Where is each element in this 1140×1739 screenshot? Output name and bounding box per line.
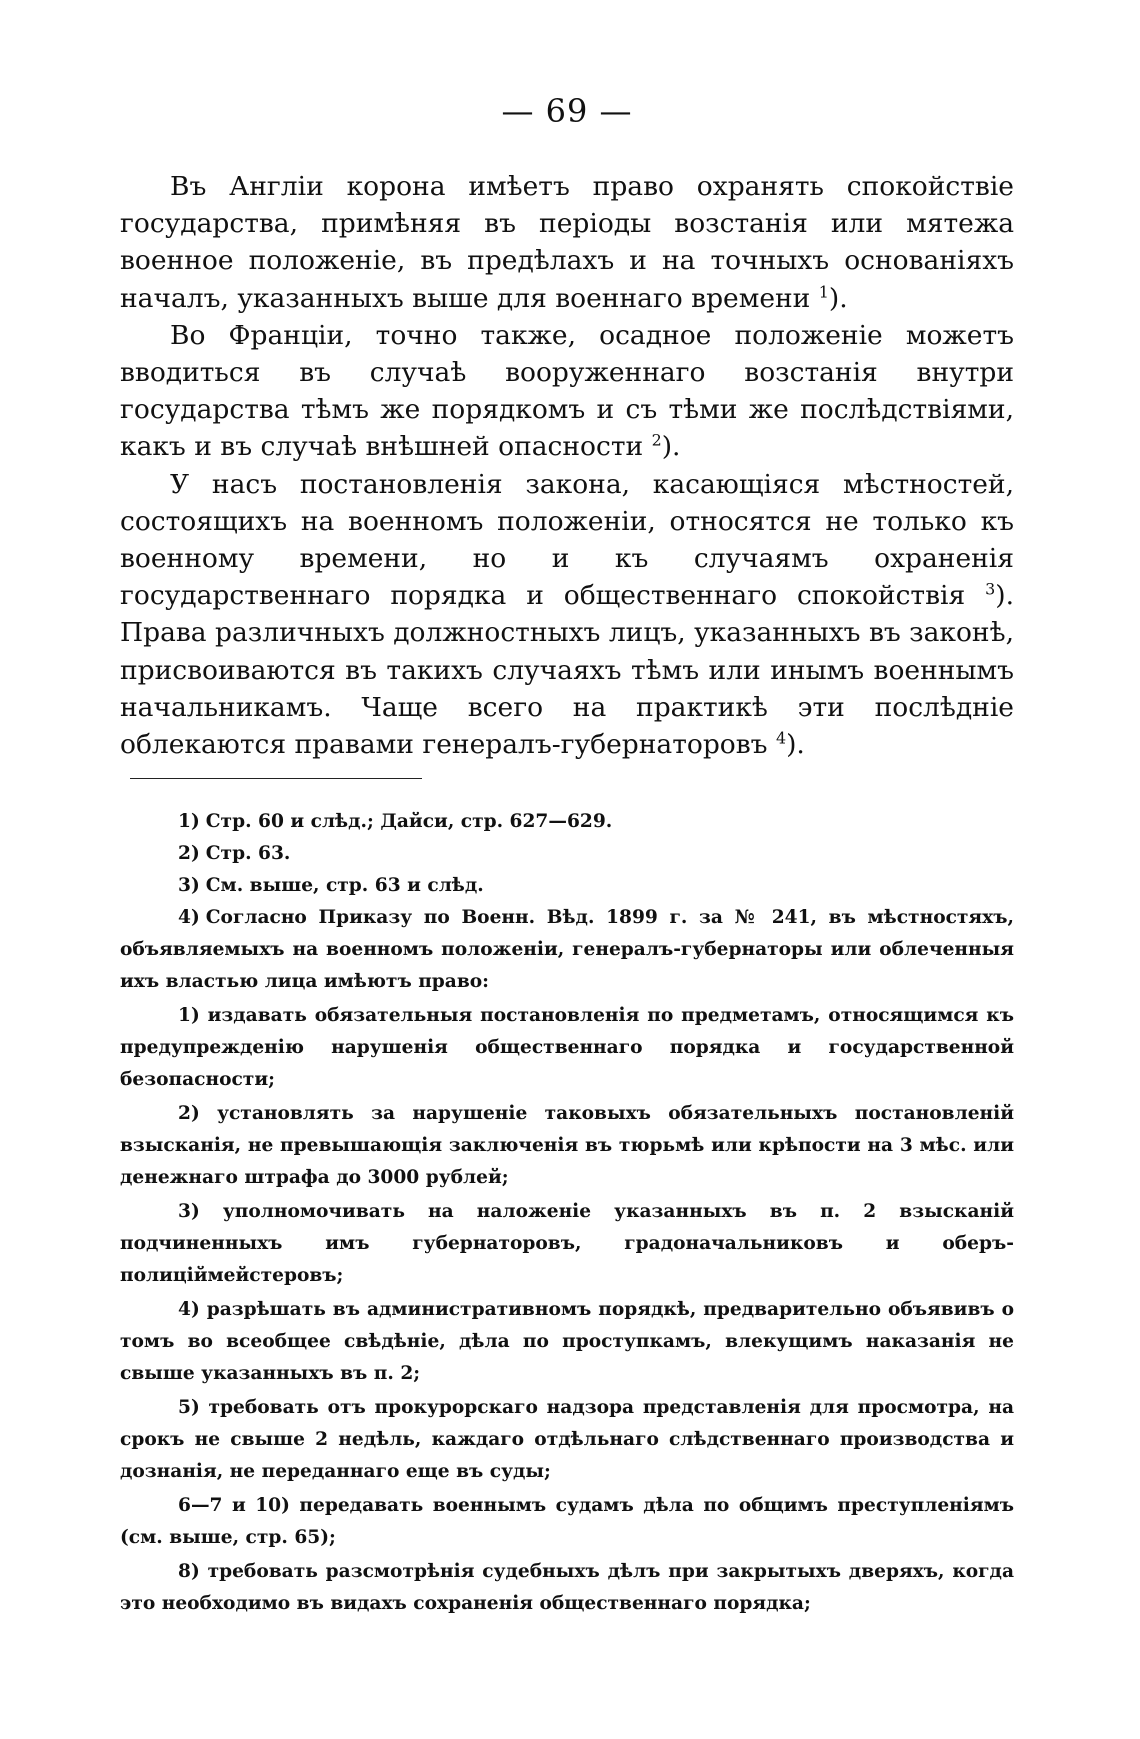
footnote-item: 8) требовать разсмотрѣнія судебныхъ дѣлъ при закрытыхъ дверяхъ, когда это необходимо въ видахъ сохраненія общественнаго порядка;	[120, 1561, 1014, 1614]
footnote-text: Стр. 63.	[205, 843, 291, 864]
footnote-ref: 4	[775, 728, 787, 748]
paragraph-france	[120, 317, 1014, 466]
footnote-text: Согласно Приказу по Военн. Вѣд. 1899 г. за № 241, въ мѣстностяхъ, объявляемыхъ на военномъ положеніи, генералъ-губернаторы или облеченныя ихъ властью лица имѣютъ право:	[120, 907, 1014, 992]
footnote-ref: 1	[818, 282, 829, 302]
paragraph-russia	[120, 466, 1014, 764]
footnote-3	[120, 870, 1014, 902]
paragraph-text: ).	[828, 282, 848, 314]
footnote-marker: 2)	[178, 843, 200, 864]
footnote-4	[120, 902, 1014, 998]
footnote-text: См. выше, стр. 63 и слѣд.	[205, 875, 484, 896]
paragraph-text: ).	[661, 431, 681, 463]
paragraph-text: Во Франціи, точно также, осадное положеніе можетъ вводиться въ случаѣ вооруженнаго возстанія внутри государства тѣмъ же порядкомъ и съ тѣми же послѣдствіями, какъ и въ случаѣ внѣшней опасности	[120, 319, 1014, 463]
footnotes	[120, 806, 1014, 1620]
footnote-item: 6—7 и 10) передавать военнымъ судамъ дѣла по общимъ преступленіямъ (см. выше, стр. 65);	[120, 1495, 1014, 1548]
footnote-2	[120, 838, 1014, 870]
footnote-item: 3) уполномочивать на наложеніе указанныхъ въ п. 2 взысканій подчиненныхъ имъ губернаторовъ, градоначальниковъ и оберъ-полиціймейстеровъ;	[120, 1201, 1014, 1286]
footnote-ref: 2	[651, 430, 662, 450]
paragraph-england	[120, 168, 1014, 317]
footnote-item: 2) установлять за нарушеніе таковыхъ обязательныхъ постановленій взысканія, не превышающія заключенія въ тюрьмѣ или крѣпости на 3 мѣс. или денежнаго штрафа до 3000 рублей;	[120, 1103, 1014, 1188]
footnote-marker: 4)	[178, 907, 200, 928]
page-number: — 69 —	[501, 92, 633, 130]
footnote-ref: 3	[985, 579, 996, 599]
paragraph-text: ). Права различныхъ должностныхъ лицъ, указанныхъ въ законѣ, присвоиваются въ такихъ случаяхъ тѣмъ или инымъ военнымъ начальникамъ. Чаще всего на практикѣ эти послѣдніе облекаются правами генералъ-губернаторовъ	[120, 580, 1014, 761]
footnote-1	[120, 806, 1014, 838]
footnote-text: Стр. 60 и слѣд.; Дайси, стр. 627—629.	[205, 811, 613, 832]
footnote-item: 5) требовать отъ прокурорскаго надзора представленія для просмотра, на срокъ не свыше 2 недѣль, каждаго отдѣльнаго слѣдственнаго производства и дознанія, не переданнаго еще въ суды;	[120, 1397, 1014, 1482]
paragraph-text: Въ Англіи корона имѣетъ право охранять спокойствіе государства, примѣняя въ періоды возстанія или мятежа военное положеніе, въ предѣлахъ и на точныхъ основаніяхъ началъ, указанныхъ выше для военнаго времени	[120, 171, 1014, 314]
footnote-item: 1) издавать обязательныя постановленія по предметамъ, относящимся къ предупрежденію нарушенія общественнаго порядка и государственной безопасности;	[120, 1005, 1014, 1090]
footnote-marker: 1)	[178, 811, 200, 832]
paragraph-text: У насъ постановленія закона, касающіяся мѣстностей, состоящихъ на военномъ положеніи, относятся не только къ военному времени, но и къ случаямъ охраненія государственнаго порядка и общественнаго спокойствія	[120, 468, 1014, 612]
main-text	[120, 168, 1014, 763]
footnote-divider	[130, 778, 422, 779]
footnote-marker: 3)	[178, 875, 200, 896]
paragraph-text: ).	[786, 729, 805, 761]
footnote-item: 4) разрѣшать въ административномъ порядкѣ, предварительно объявивъ о томъ во всеобщее свѣдѣніе, дѣла по проступкамъ, влекущимъ наказанія не свыше указанныхъ въ п. 2;	[120, 1299, 1014, 1384]
